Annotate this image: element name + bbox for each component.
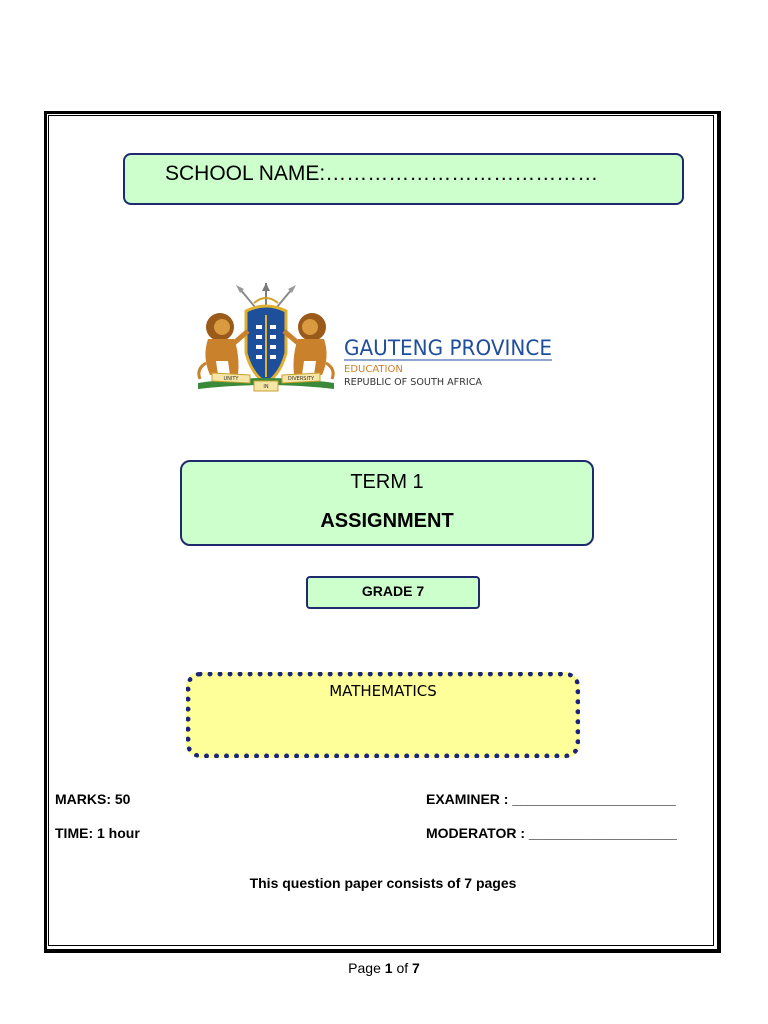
assignment-title: ASSIGNMENT <box>320 510 454 532</box>
term-title: TERM 1 <box>350 471 424 493</box>
motto-center-text: IN <box>263 384 269 390</box>
lion-right-icon <box>284 313 333 379</box>
logo-subtitle-country: REPUBLIC OF SOUTH AFRICA <box>344 377 483 388</box>
time-label: TIME: 1 hour <box>55 825 140 841</box>
lion-left-icon <box>199 313 248 379</box>
page-count-note: This question paper consists of 7 pages <box>249 875 517 891</box>
motto-left-text: UNITY <box>223 376 239 382</box>
marks-label: MARKS: 50 <box>55 791 131 807</box>
footer-total-pages: 7 <box>412 960 420 976</box>
examiner-field: EXAMINER : _____________________ <box>426 791 676 807</box>
logo-title: GAUTENG PROVINCE <box>344 336 552 360</box>
grade-label: GRADE 7 <box>361 583 425 599</box>
school-name-label: SCHOOL NAME:………………………………… <box>165 162 599 185</box>
logo-subtitle-education: EDUCATION <box>344 364 403 375</box>
subject-label: MATHEMATICS <box>329 682 437 700</box>
motto-right-text: DIVERSITY <box>287 376 315 382</box>
footer-page-word: Page <box>348 960 381 976</box>
gauteng-education-logo <box>194 283 556 398</box>
moderator-field: MODERATOR : ___________________ <box>426 825 677 841</box>
footer-of-word: of <box>396 960 409 976</box>
footer-current-page: 1 <box>384 960 393 976</box>
page-footer <box>0 959 768 977</box>
shield-icon <box>246 306 286 383</box>
